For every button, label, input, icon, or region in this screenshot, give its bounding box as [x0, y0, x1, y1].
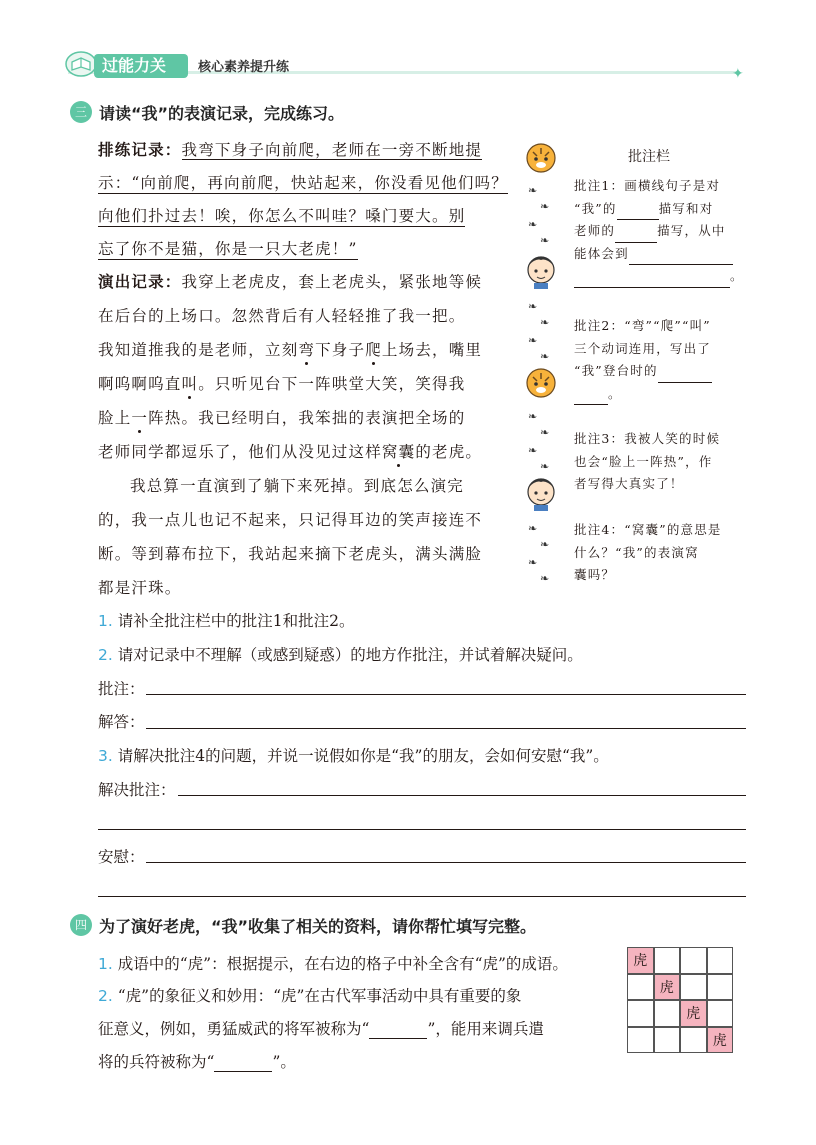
- note-2: 批注2：“弯”“爬”“叫” 三个动词连用，写出了 “我”登台时的 。: [574, 315, 744, 405]
- grid-cell[interactable]: [654, 1000, 681, 1027]
- svg-text:❧: ❧: [540, 234, 550, 247]
- question-4-2-line-1: 2. “虎”的象征义和妙用：“虎”在古代军事活动中具有重要的象: [98, 987, 522, 1005]
- svg-text:❧: ❧: [540, 460, 550, 473]
- performance-line-5: 脸上一阵热。我已经明白，我笨拙的表演把全场的: [98, 409, 466, 427]
- svg-text:❧: ❧: [540, 538, 550, 551]
- svg-text:❧: ❧: [528, 444, 538, 457]
- tiger-head-icon: [527, 369, 555, 397]
- solve-note-label: 解决批注：: [98, 781, 176, 799]
- grid-cell[interactable]: [654, 1027, 681, 1054]
- performance-p2-line-3: 断。等到幕布拉下，我站起来摘下老虎头，满头满脸: [98, 545, 483, 563]
- book-logo-icon: [64, 48, 98, 78]
- grid-cell[interactable]: [707, 1000, 734, 1027]
- grid-cell[interactable]: [680, 947, 707, 974]
- tiger-head-icon: [527, 144, 555, 172]
- grid-cell[interactable]: [627, 1027, 654, 1054]
- svg-text:❧: ❧: [528, 522, 538, 535]
- annotation-label: 批注：: [98, 680, 145, 698]
- grid-cell[interactable]: [680, 974, 707, 1001]
- grid-cell-tiger: 虎: [654, 974, 681, 1001]
- grid-cell-tiger: 虎: [707, 1027, 734, 1054]
- note-1: 批注1：画横线句子是对 “我”的 描写和对 老师的 描写，从中 能体会到 。: [574, 175, 744, 288]
- performance-line-4: 啊呜啊呜直叫。只听见台下一阵哄堂大笑，笑得我: [98, 375, 466, 393]
- grid-cell[interactable]: [627, 974, 654, 1001]
- question-3-1: 1. 请补全批注栏中的批注1和批注2。: [98, 612, 355, 630]
- grid-cell-tiger: 虎: [627, 947, 654, 974]
- svg-text:❧: ❧: [528, 556, 538, 569]
- rehearsal-line-3: 向他们扑过去！唉，你怎么不叫哇？嗓门要大。别: [98, 204, 465, 227]
- note-3: 批注3：我被人笑的时候 也会“脸上一阵热”，作 者写得大真实了！: [574, 431, 721, 491]
- comfort-line-1[interactable]: [146, 862, 746, 863]
- grid-cell[interactable]: [627, 1000, 654, 1027]
- performance-line-1: 演出记录：我穿上老虎皮，套上老虎头，紧张地等候: [98, 273, 483, 291]
- solve-note-line-1[interactable]: [178, 795, 746, 796]
- section-4-title: 为了演好老虎，“我”收集了相关的资料，请你帮忙填写完整。: [99, 917, 537, 936]
- tally-blank[interactable]: [214, 1071, 272, 1072]
- rehearsal-label: 排练记录：: [98, 141, 182, 159]
- question-4-1: 1. 成语中的“虎”：根据提示，在右边的格子中补全含有“虎”的成语。: [98, 955, 568, 973]
- paw-print-icon: [528, 184, 549, 247]
- performance-p2-line-1: 我总算一直演到了躺下来死掉。到底怎么演完: [130, 477, 465, 495]
- rehearsal-line-4: 忘了你不是猫，你是一只大老虎！”: [98, 237, 358, 260]
- svg-text:❧: ❧: [528, 218, 538, 231]
- performance-label: 演出记录：: [98, 273, 182, 291]
- boy-face-icon: [528, 479, 554, 512]
- performance-p2-line-2: 的，我一点儿也记不起来，只记得耳边的笑声接连不: [98, 511, 483, 529]
- question-4-2-line-3: 将的兵符被称为“ ”。: [98, 1053, 296, 1071]
- section-4-badge: 四: [70, 914, 92, 936]
- performance-line-3: 我知道推我的是老师，立刻弯下身子爬上场去，嘴里: [98, 341, 483, 359]
- performance-line-2: 在后台的上场口。忽然背后有人轻轻推了我一把。: [98, 307, 466, 325]
- grid-cell[interactable]: [707, 974, 734, 1001]
- answer-label: 解答：: [98, 713, 145, 731]
- rehearsal-line-2: 示：“向前爬，再向前爬，快站起来，你没看见他们吗？: [98, 171, 508, 194]
- svg-text:❧: ❧: [528, 184, 538, 197]
- grid-cell[interactable]: [680, 1027, 707, 1054]
- header-tag: 过能力关: [94, 54, 188, 78]
- svg-text:❧: ❧: [540, 350, 550, 363]
- comfort-label: 安慰：: [98, 848, 145, 866]
- annotation-answer-line[interactable]: [146, 694, 746, 695]
- section-3-badge: 三: [70, 101, 92, 123]
- svg-text:❧: ❧: [540, 426, 550, 439]
- star-icon: ✦: [732, 66, 744, 82]
- question-3-3: 3. 请解决批注4的问题，并说一说假如你是“我”的朋友，会如何安慰“我”。: [98, 747, 609, 765]
- svg-text:❧: ❧: [540, 572, 550, 585]
- question-3-2: 2. 请对记录中不理解（或感到疑惑）的地方作批注，并试着解决疑问。: [98, 646, 583, 664]
- comfort-line-2[interactable]: [98, 896, 746, 897]
- general-blank[interactable]: [369, 1038, 427, 1039]
- notes-title: 批注栏: [628, 149, 670, 165]
- performance-p2-line-4: 都是汗珠。: [98, 579, 182, 597]
- svg-text:❧: ❧: [540, 316, 550, 329]
- idiom-grid: [627, 947, 733, 1053]
- svg-text:❧: ❧: [528, 300, 538, 313]
- performance-line-6: 老师同学都逗乐了，他们从没见过这样窝囊的老虎。: [98, 443, 483, 461]
- solve-note-line-2[interactable]: [98, 829, 746, 830]
- rehearsal-line-1: 排练记录：我弯下身子向前爬，老师在一旁不断地提: [98, 141, 483, 159]
- svg-text:❧: ❧: [528, 410, 538, 423]
- svg-text:❧: ❧: [528, 334, 538, 347]
- section-3-title: 请读“我”的表演记录，完成练习。: [99, 104, 345, 123]
- grid-cell[interactable]: [707, 947, 734, 974]
- note-4: 批注4：“窝囊”的意思是 什么？“我”的表演窝 囊吗？: [574, 522, 722, 582]
- answer-line[interactable]: [146, 728, 746, 729]
- question-4-2-line-2: 征意义，例如，勇猛威武的将军被称为“ ”，能用来调兵遣: [98, 1020, 544, 1038]
- grid-cell[interactable]: [654, 947, 681, 974]
- boy-face-icon: [528, 257, 554, 290]
- decoration-column: [524, 140, 558, 590]
- grid-cell-tiger: 虎: [680, 1000, 707, 1027]
- svg-text:❧: ❧: [540, 200, 550, 213]
- header-subtitle: 核心素养提升练: [198, 60, 290, 75]
